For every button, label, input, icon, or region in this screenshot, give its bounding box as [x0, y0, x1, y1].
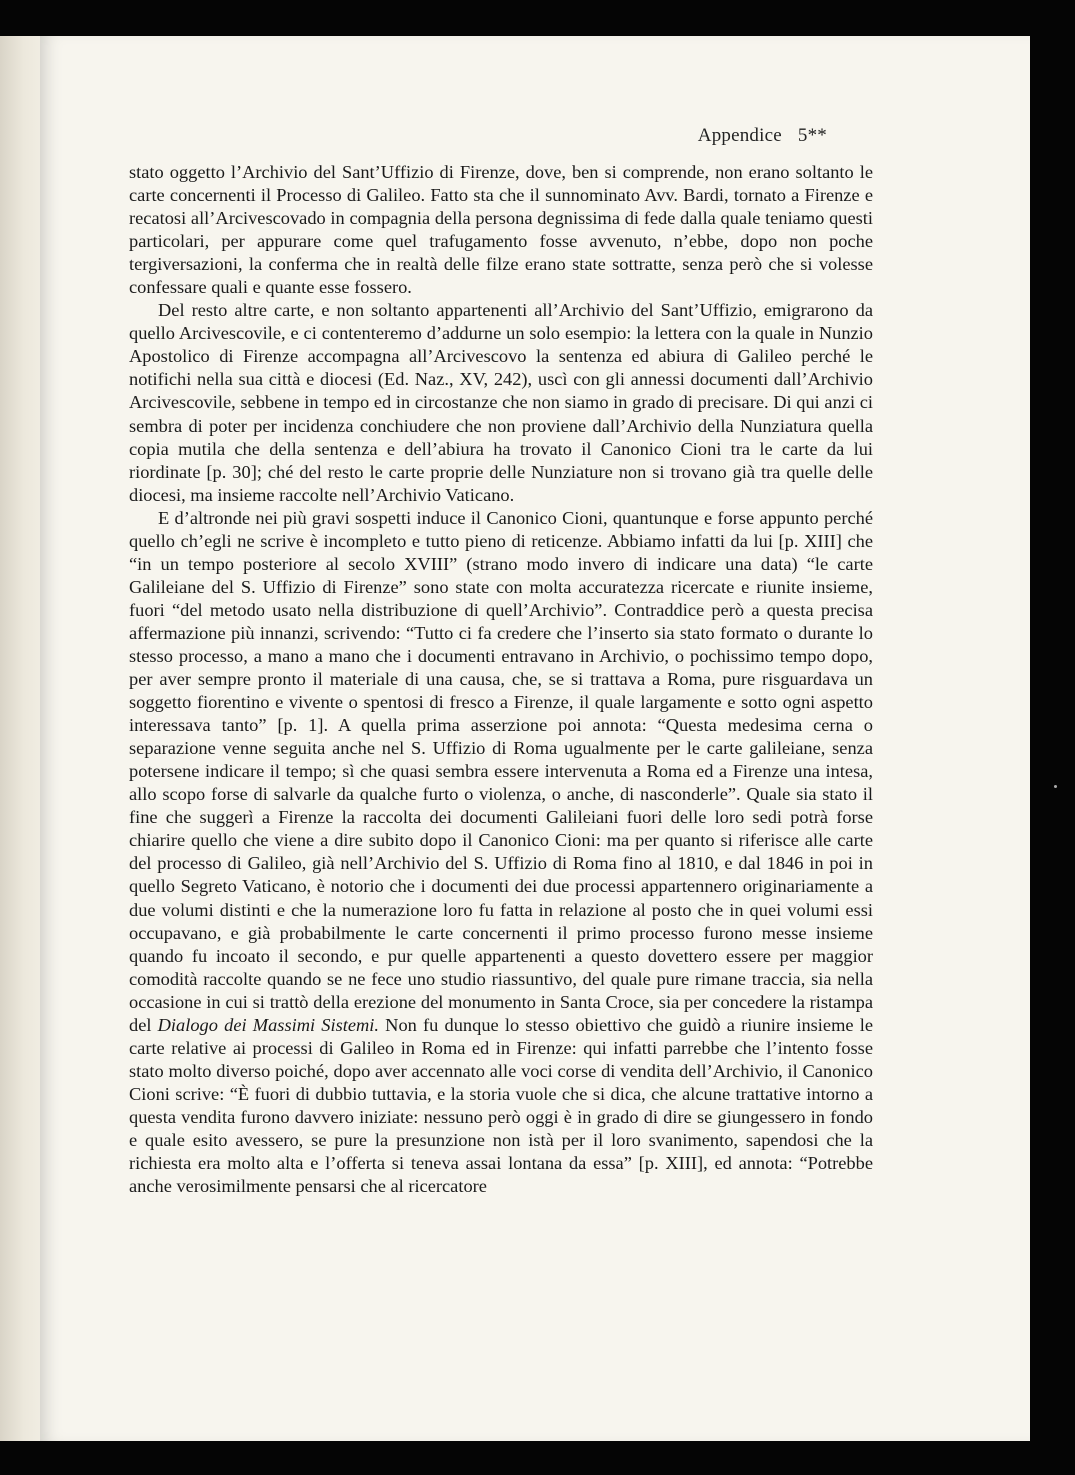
page-number: 5** — [797, 125, 827, 146]
paragraph-3-text-end: Non fu dunque lo stesso obiettivo che guidò a riunire insieme le carte relative ai processi di Galileo in Roma ed in Firenze: qui infatti parrebbe che l’intento fosse stato molto diverso poiché, dopo aver accennato alle voci corse di vendita dell’Archivio, il Canonico Cioni scrive: “È fuori di dubbio tuttavia, e la storia vuole che si dica, che alcune trattative intorno a questa vendita furono davvero iniziate: nessuno però oggi è in grado di dire se giungessero in fondo e quale esito avessero, se pure la presunzione non istà per il loro svanimento, sapendosi che la richiesta era molto alta e l’offerta si teneva assai lontana da essa” [p. XIII], ed annota: “Potrebbe anche verosimilmente pensarsi che al ricercatore — [129, 1014, 873, 1197]
book-title-italic: Dialogo dei Massimi Sistemi. — [157, 1014, 379, 1035]
scan-speck — [1054, 785, 1057, 788]
paragraph-1: stato oggetto l’Archivio del Sant’Uffizio di Firenze, dove, ben si comprende, non erano soltanto le carte concernenti il Processo di Galileo. Fatto sta che il sunnominato Avv. Bardi, tornato a Firenze e recatosi all’Arcivescovado in compagnia della persona degnissima di fede dalla quale teniamo questi particolari, per appurare come quel trafugamento fosse avvenuto, n’ebbe, dopo non poche tergiversazioni, la conferma che in realtà delle filze erano state sottratte, senza però che si volesse confessare quali e quante esse fossero. — [129, 162, 873, 298]
running-head — [698, 125, 827, 147]
body-text — [129, 161, 873, 1198]
paragraph-3-text-start: E d’altronde nei più gravi sospetti induce il Canonico Cioni, quantunque e forse appunto perché quello ch’egli ne scrive è incompleto e tutto pieno di reticenze. Abbiamo infatti da lui [p. XIII] che “in un tempo posteriore al secolo XVIII” (strano modo invero di indicare una data) “le carte Galileiane del S. Uffizio di Firenze” sono state con molta accuratezza ricercate e riunite insieme, fuori “del metodo usato nella distribuzione di quell’Archivio”. Contraddice però a questa precisa affermazione più innanzi, scrivendo: “Tutto ci fa credere che l’inserto sia stato formato o durante lo stesso processo, a mano a mano che i documenti entravano in Archivio, o pochissimo tempo dopo, per aver sempre pronto il materiale di una causa, che, se si trattava a Roma, pure risguardava un soggetto fiorentino e vivente o spentosi di fresco a Firenze, il quale largamente e sotto ogni aspetto interessava tanto” [p. 1]. A quella prima asserzione poi annota: “Questa medesima cerna o separazione venne seguita anche nel S. Uffizio di Roma ugualmente per le carte galileiane, senza potersene indicare il tempo; sì che quasi sembra essere intervenuta a Roma ed a Firenze una intesa, allo scopo forse di salvarle da qualche furto o violenza, o anche, di nasconderle”. Quale sia stato il fine che suggerì a Firenze la raccolta dei documenti Galileiani fuori delle loro sedi potrà forse chiarire quello che viene a dire subito dopo il Canonico Cioni: ma per quanto si riferisce alle carte del processo di Galileo, già nell’Archivio del S. Uffizio di Roma fino al 1810, e dal 1846 in poi in quello Segreto Vaticano, è notorio che i documenti dei due processi appartennero originariamente a due volumi distinti e che la numerazione loro fu fatta in relazione al posto che in quei volumi essi occupavano, e già probabilmente le carte concernenti il primo processo furono messe insieme quando fu incoato il secondo, e pur quelle appartenenti a questo dovettero essere per maggior comodità raccolte quando se ne fece uno studio riassuntivo, del quale pure rimane traccia, sia nella occasione in cui si trattò della erezione del monumento in Santa Croce, sia per concedere la ristampa del — [129, 507, 873, 1035]
paragraph-2: Del resto altre carte, e non soltanto appartenenti all’Archivio del Sant’Uffizio, emigrarono da quello Arcivescovile, e ci contenteremo d’addurne un solo esempio: la lettera con la quale in Nunzio Apostolico di Firenze accompagna all’Arcivescovo la sentenza ed abiura di Galileo perché le notifichi nella sua città e diocesi (Ed. Naz., XV, 242), uscì con gli annessi documenti dall’Archivio Arcivescovile, sebbene in tempo ed in circostanze che non siamo in grado di precisare. Di qui anzi ci sembra di poter per incidenza conchiudere che non proviene dall’Archivio della Nunziatura quella copia mutila che della sentenza e dell’abiura ha trovato il Canonico Cioni tra le carte da lui riordinate [p. 30]; ché del resto le carte proprie delle Nunziature non si trovano già tra quelle delle diocesi, ma insieme raccolte nell’Archivio Vaticano. — [129, 300, 873, 505]
paragraph-3 — [129, 507, 873, 1198]
running-head-title: Appendice — [697, 125, 782, 146]
